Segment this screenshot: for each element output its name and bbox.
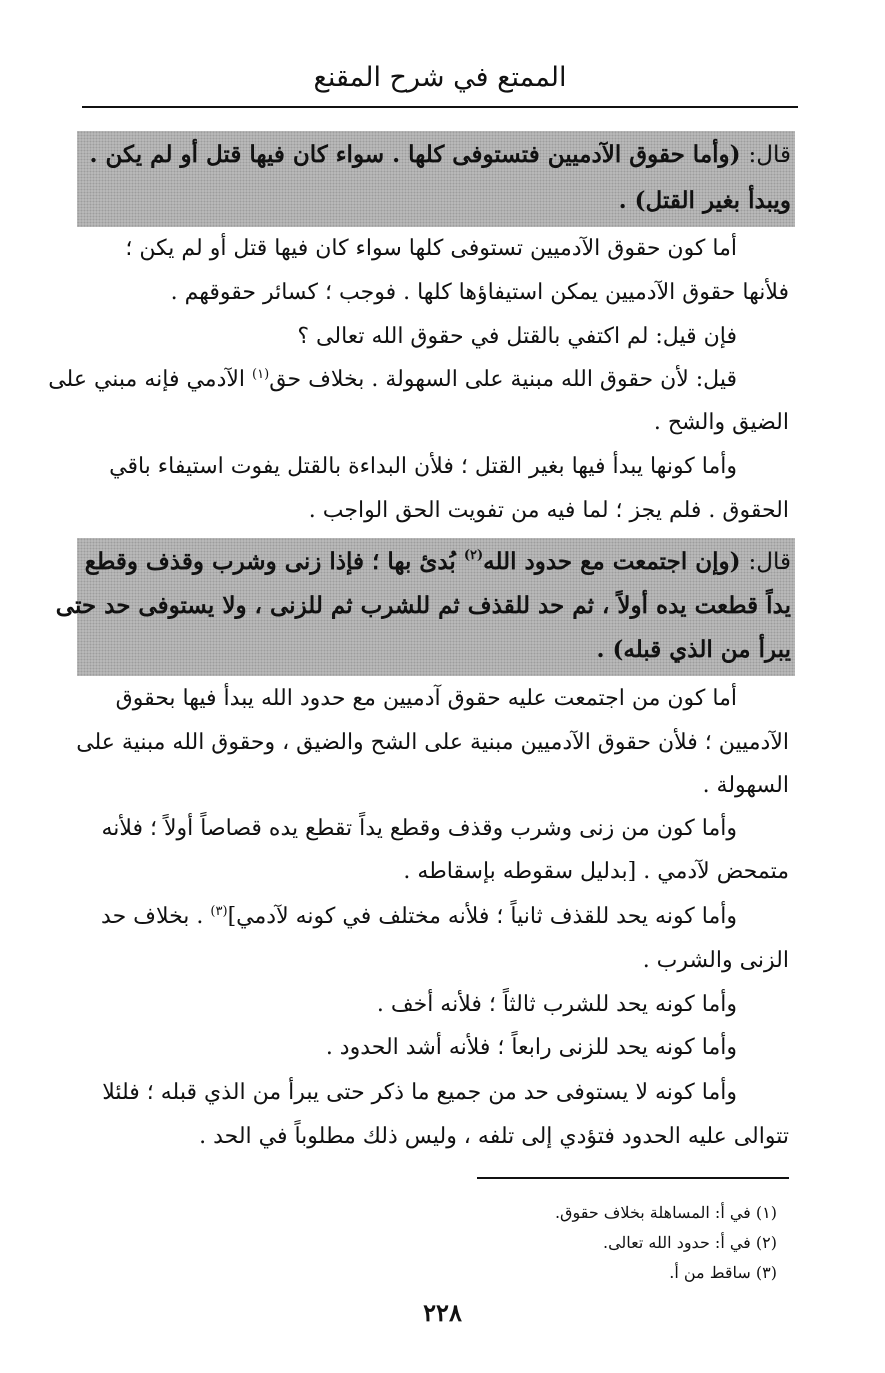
footnote-ref-3: (٣): [210, 904, 228, 919]
footnote-ref-1: (١): [252, 367, 270, 382]
matn-2-line-1: [71, 548, 791, 577]
sharh-2-p6-l1: وأما كونه لا يستوفى حد من جميع ما ذكر حتى يبرأ من الذي قبله ؛ فلئلا: [102, 1080, 737, 1105]
matn-label: قال:: [748, 549, 791, 575]
matn-2-line-3: يبرأ من الذي قبله) .: [596, 636, 791, 663]
matn-text: بُدئ بها ؛ فإذا زنى وشرب وقذف وقطع: [84, 548, 464, 575]
footnote-3: (٣) ساقط من أ.: [669, 1263, 777, 1282]
matn-2-line-2: يداً قطعت يده أولاً ، ثم حد للقذف ثم للشرب ثم للزنى ، ولا يستوفى حد حتى: [55, 592, 791, 619]
sharh-2-p1-l3: السهولة .: [702, 773, 789, 798]
text-run: وأما كونه يحد للقذف ثانياً ؛ فلأنه مختلف في كونه لآدمي]: [227, 904, 737, 929]
sharh-1-p4-l2: الحقوق . فلم يجز ؛ لما فيه من تفويت الحق الواجب .: [308, 498, 789, 523]
sharh-2-p2-l1: وأما كون من زنى وشرب وقذف وقطع يداً تقطع يده قصاصاً أولاً ؛ فلأنه: [101, 816, 737, 841]
running-header: الممتع في شرح المقنع: [313, 62, 567, 93]
sharh-2-p6-l2: تتوالى عليه الحدود فتؤدي إلى تلفه ، وليس ذلك مطلوباً في الحد .: [199, 1124, 789, 1149]
sharh-1-p1-l2: فلأنها حقوق الآدميين يمكن استيفاؤها كلها . فوجب ؛ كسائر حقوقهم .: [170, 280, 789, 305]
sharh-2-p4: وأما كونه يحد للشرب ثالثاً ؛ فلأنه أخف .: [376, 992, 737, 1017]
sharh-1-p4-l1: وأما كونها يبدأ فيها بغير القتل ؛ فلأن البداءة بالقتل يفوت استيفاء باقي: [109, 454, 737, 479]
footnote-rule: [477, 1177, 789, 1179]
sharh-2-p2-l2: متمحض لآدمي . [بدليل سقوطه بإسقاطه .: [403, 859, 789, 884]
sharh-2-p3-l2: الزنى والشرب .: [642, 948, 789, 973]
page-number: ٢٢٨: [423, 1298, 462, 1327]
text-run: قيل: لأن حقوق الله مبنية على السهولة . بخلاف حق: [269, 367, 737, 392]
text-run: . بخلاف حد: [101, 904, 211, 929]
footnote-1: (١) في أ: المساهلة بخلاف حقوق.: [554, 1203, 777, 1222]
matn-label: قال:: [748, 142, 791, 168]
matn-1-line-2: ويبدأ بغير القتل) .: [618, 187, 791, 214]
sharh-2-p1-l2: الآدميين ؛ فلأن حقوق الآدميين مبنية على الشح والضيق ، وحقوق الله مبنية على: [76, 730, 789, 755]
matn-block-2: [55, 538, 795, 676]
matn-block-1: [77, 131, 795, 227]
footnote-ref-2: (٢): [463, 548, 484, 563]
matn-text: (وأما حقوق الآدميين فتستوفى كلها . سواء كان فيها قتل أو لم يكن .: [89, 141, 741, 168]
footnote-2: (٢) في أ: حدود الله تعالى.: [602, 1233, 777, 1252]
matn-text: (وإن اجتمعت مع حدود الله: [483, 548, 741, 575]
sharh-1-p3-l2: الضيق والشح .: [653, 410, 789, 435]
header-rule: [82, 106, 798, 108]
text-run: الآدمي فإنه مبني على: [48, 367, 253, 392]
sharh-1-p2: فإن قيل: لم اكتفي بالقتل في حقوق الله تعالى ؟: [297, 324, 737, 349]
sharh-2-p1-l1: أما كون من اجتمعت عليه حقوق آدميين مع حدود الله يبدأ فيها بحقوق: [115, 686, 737, 711]
sharh-1-p3-l1: [48, 367, 737, 393]
sharh-1-p1-l1: أما كون حقوق الآدميين تستوفى كلها سواء كان فيها قتل أو لم يكن ؛: [125, 236, 737, 261]
matn-1-line-1: [71, 141, 791, 170]
sharh-2-p5: وأما كونه يحد للزنى رابعاً ؛ فلأنه أشد الحدود .: [325, 1035, 737, 1060]
sharh-2-p3-l1: [71, 904, 737, 930]
